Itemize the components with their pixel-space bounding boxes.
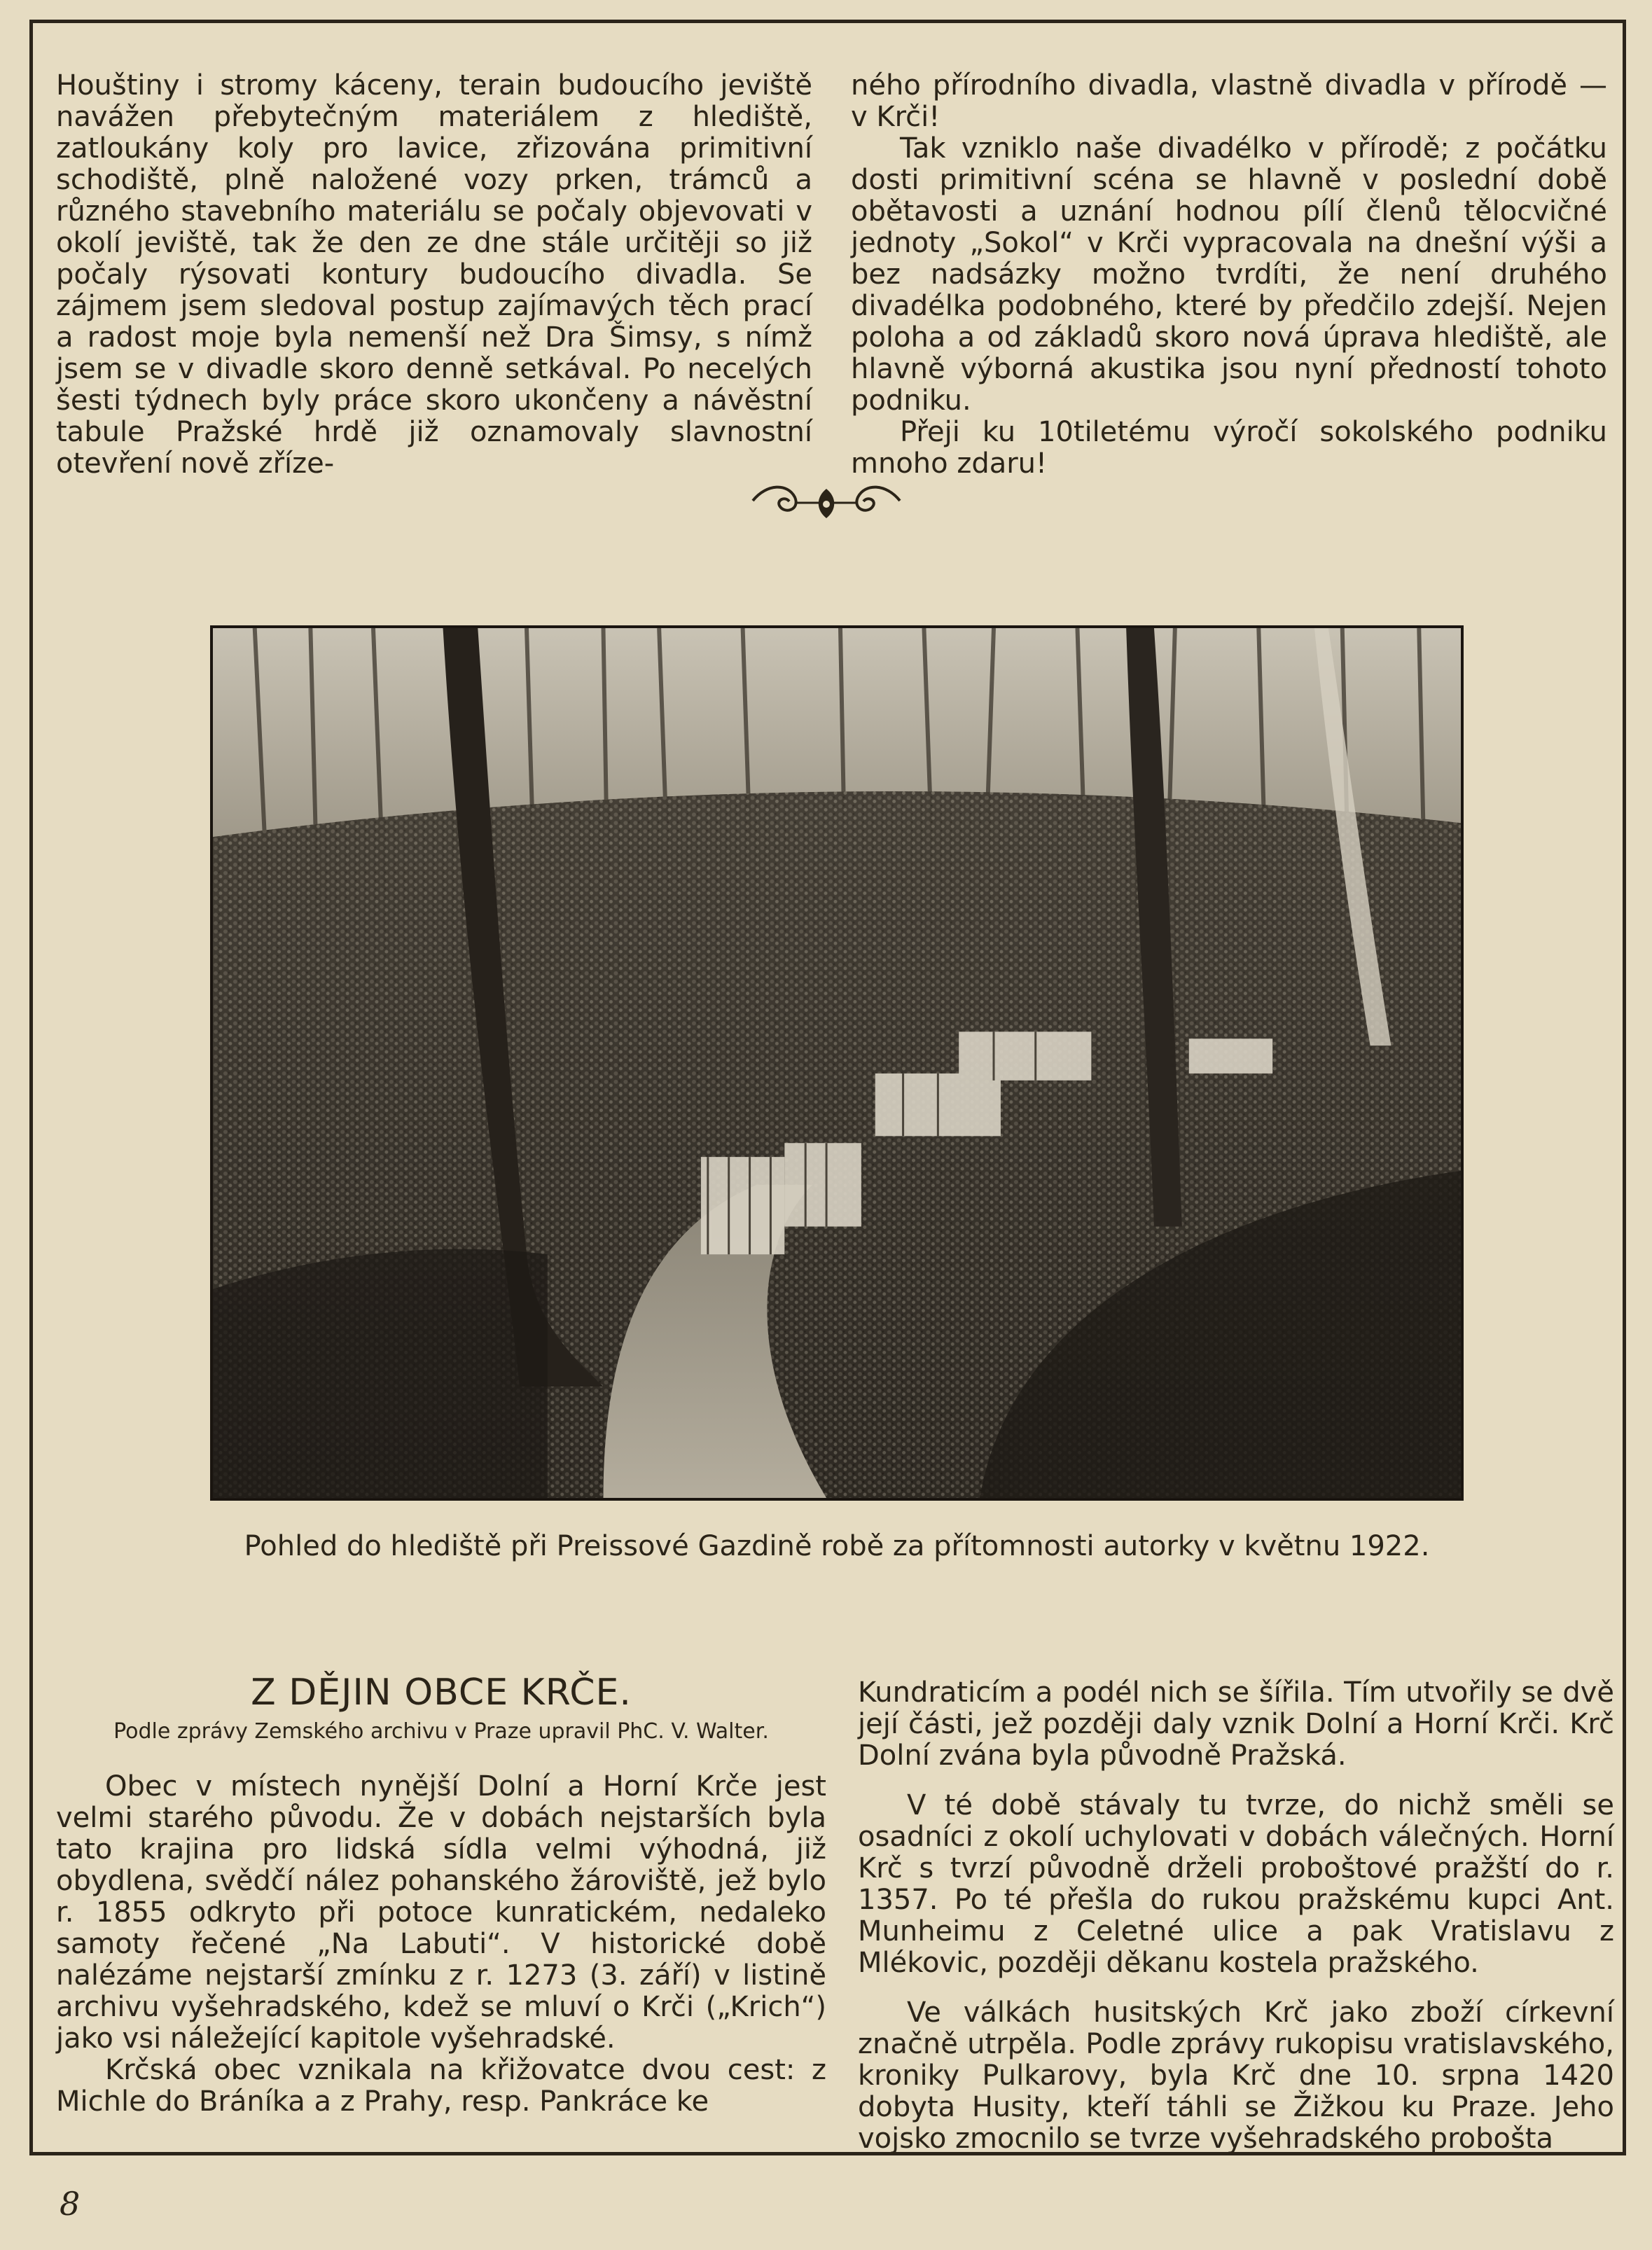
top-right-paragraph-1: Tak vzniklo naše divadélko v přírodě; z počátku dosti primitivní scéna se hlavně v poslední době obětavosti a uznání hodnou pílí členů tělocvičné jednoty „Sokol“ v Krči vypracovala na dnešní výši a bez nadsázky možno tvrdíti, že není druhého divadélka podobného, které by předčilo zdejší. Nejen poloha a od základů skoro nová úprava hlediště, ale hlavně výborná akustika jsou nyní předností tohoto podniku. — [851, 132, 1607, 417]
top-left-paragraph: Houštiny i stromy káceny, terain budoucího jeviště navážen přebytečným materiálem z hlediště, zatloukány koly pro lavice, zřizována primitivní schodiště, plně naložené vozy prken, trámců a různého stavebního materiálu se počaly objevovati v okolí jeviště, tak že den ze dne stále určitěji so již počaly rýsovati kontury budoucího divadla. Se zájmem jsem sledoval postup zajímavých těch prací a radost moje byla nemenší než Dra Šimsy, s nímž jsem se v divadle skoro denně setkával. Po necelých šesti týdnech byly práce skoro ukončeny a návěstní tabule Pražské hrdě již oznamovaly slavnostní otevření nově zříze- — [56, 69, 812, 480]
top-right-continuation: ného přírodního divadla, vlastně divadla v přírodě — v Krči! — [851, 69, 1607, 133]
top-right-column — [851, 70, 1607, 480]
theatre-audience-photo — [210, 625, 1464, 1501]
article-right-paragraph-1: Kundraticím a podél nich se šířila. Tím utvořily se dvě její části, jež později daly vznik Dolní a Horní Krči. Krč Dolní zvána byla původně Pražská. — [858, 1676, 1614, 1772]
top-right-paragraph-2: Přeji ku 10tiletému výročí sokolského podniku mnoho zdaru! — [851, 416, 1607, 480]
audience-photo-image — [213, 628, 1461, 1498]
photo-caption: Pohled do hlediště při Preissové Gazdině robě za přítomnosti autorky v květnu 1922. — [244, 1530, 1430, 1562]
article-left-paragraph-2: Krčská obec vznikala na křižovatce dvou cest: z Michle do Bráníka a z Prahy, resp. Pankráce ke — [56, 2054, 826, 2118]
article-title: Z DĚJIN OBCE KRČE. — [251, 1672, 632, 1714]
article-right-column — [858, 1677, 1614, 2155]
article-byline: Podle zprávy Zemského archivu v Praze upravil PhC. V. Walter. — [113, 1719, 769, 1744]
top-left-column — [56, 70, 812, 480]
page-number: 8 — [60, 2185, 81, 2223]
article-right-paragraph-2: V té době stávaly tu tvrze, do nichž směli se osadníci z okolí uchylovati v dobách válečných. Horní Krč s tvrzí původně drželi proboštové pražští do r. 1357. Po té přešla do rukou pražskému kupci Ant. Munheimu z Celetné ulice a pak Vratislavu z Mlékovic, později děkanu kostela pražského. — [858, 1789, 1614, 1979]
article-left-paragraph-1: Obec v místech nynější Dolní a Horní Krče jest velmi starého původu. Že v dobách nejstarších byla tato krajina pro lidská sídla velmi výhodná, již obydlena, svědčí nález pohanského žároviště, jež bylo r. 1855 odkryto při potoce kunratickém, nedaleko samoty řečené „Na Labuti“. V historické době nalézáme nejstarší zmínku z r. 1273 (3. září) v listině archivu vyšehradského, kdež se mluví o Krči („Krich“) jako vsi náležející kapitole vyšehradské. — [56, 1770, 826, 2055]
article-right-paragraph-3: Ve válkách husitských Krč jako zboží církevní značně utrpěla. Podle zprávy rukopisu vratislavského, kroniky Pulkarovy, byla Krč dne 10. srpna 1420 dobyta Husity, kteří táhli se Žižkou ku Praze. Jeho vojsko zmocnilo se tvrze vyšehradského probošta — [858, 1996, 1614, 2155]
article-left-column — [56, 1672, 826, 2118]
decorative-ornament-icon — [746, 476, 907, 525]
